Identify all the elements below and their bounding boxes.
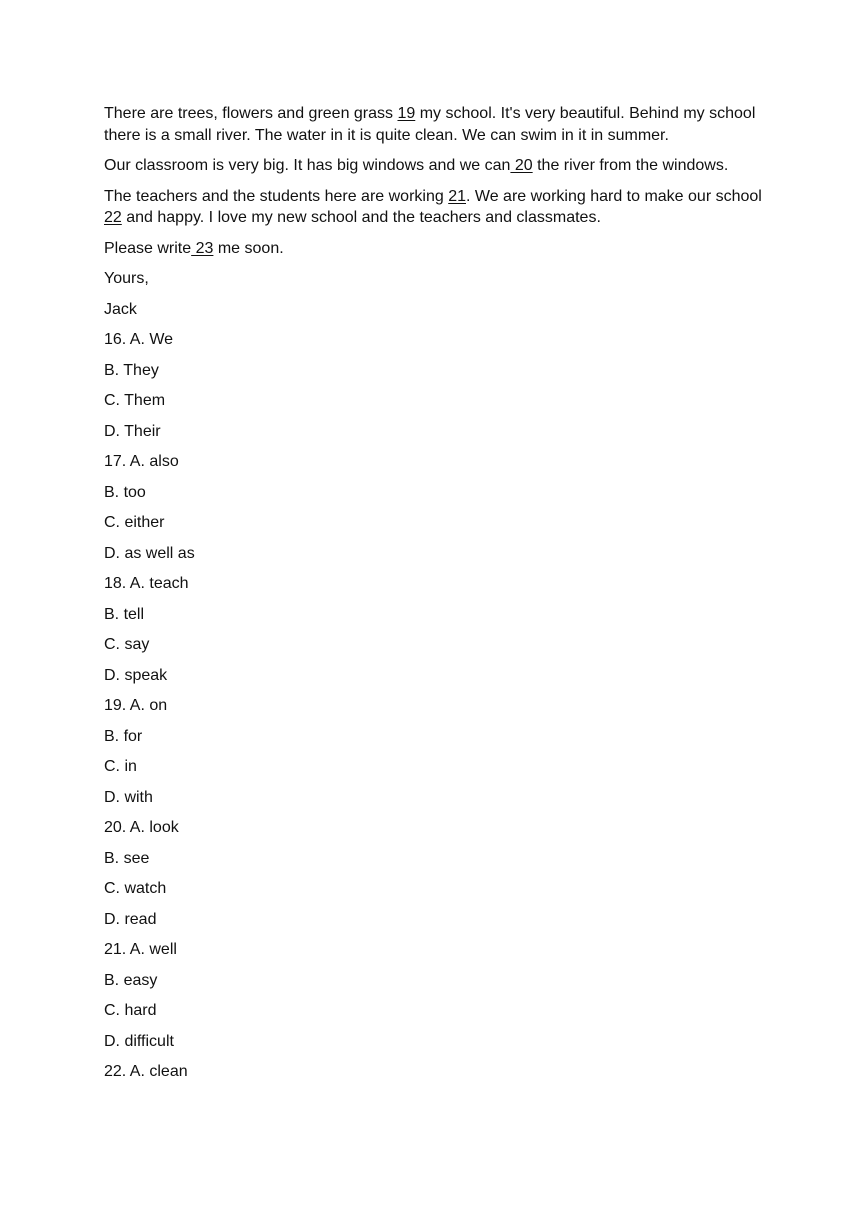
passage-paragraph-1 — [104, 103, 764, 146]
option-line: C. say — [104, 636, 150, 653]
option-line: C. Them — [104, 392, 166, 409]
option-line: 20. A. look — [104, 819, 179, 836]
option-line: B. easy — [104, 971, 158, 989]
blank-19: 19 — [397, 105, 416, 122]
option-line: C. watch — [104, 880, 167, 897]
option-line: 21. A. well — [104, 941, 177, 958]
option-line: C. in — [104, 758, 137, 775]
passage-paragraph-2 — [104, 155, 764, 177]
p1-text-after: my school. It's very beautiful. Behind my school there is a small river. The water in it is quite clean. We can swim in it in summer. — [104, 105, 756, 144]
p1-text-before: There are trees, flowers and green grass — [104, 105, 398, 122]
option-line: 18. A. teach — [104, 575, 189, 592]
blank-20: 20 — [510, 157, 533, 174]
passage-paragraph-4 — [104, 238, 764, 260]
option-line: D. read — [104, 910, 157, 928]
option-line: 22. A. clean — [104, 1063, 188, 1080]
document-page — [104, 103, 764, 1092]
blank-22: 22 — [104, 209, 122, 226]
option-line: B. too — [104, 483, 146, 501]
p4-text-after: me soon. — [213, 239, 284, 257]
option-line: B. for — [104, 727, 143, 745]
passage-paragraph-3 — [104, 186, 764, 229]
option-line: B. see — [104, 849, 150, 867]
blank-21: 21 — [448, 187, 466, 205]
option-line: B. They — [104, 361, 159, 379]
option-line: 17. A. also — [104, 453, 179, 470]
option-line: C. either — [104, 514, 165, 531]
letter-signature: Jack — [104, 300, 137, 318]
option-line: D. as well as — [104, 544, 195, 562]
option-line: D. Their — [104, 422, 161, 440]
p3-text-middle: . We are working hard to make our school — [466, 187, 762, 205]
option-line: D. speak — [104, 666, 168, 684]
option-line: 16. A. We — [104, 331, 174, 348]
option-line: 19. A. on — [104, 697, 168, 714]
p3-text-before: The teachers and the students here are working — [104, 187, 449, 205]
option-line: D. with — [104, 788, 153, 806]
letter-closing: Yours, — [104, 270, 149, 287]
p3-text-after: and happy. I love my new school and the teachers and classmates. — [121, 209, 601, 226]
option-line: C. hard — [104, 1002, 157, 1019]
p2-text-before: Our classroom is very big. It has big windows and we can — [104, 157, 511, 174]
option-line: D. difficult — [104, 1032, 174, 1050]
p2-text-after: the river from the windows. — [532, 157, 729, 174]
option-line: B. tell — [104, 605, 145, 623]
p4-text-before: Please write — [104, 239, 192, 257]
blank-23: 23 — [191, 239, 214, 257]
